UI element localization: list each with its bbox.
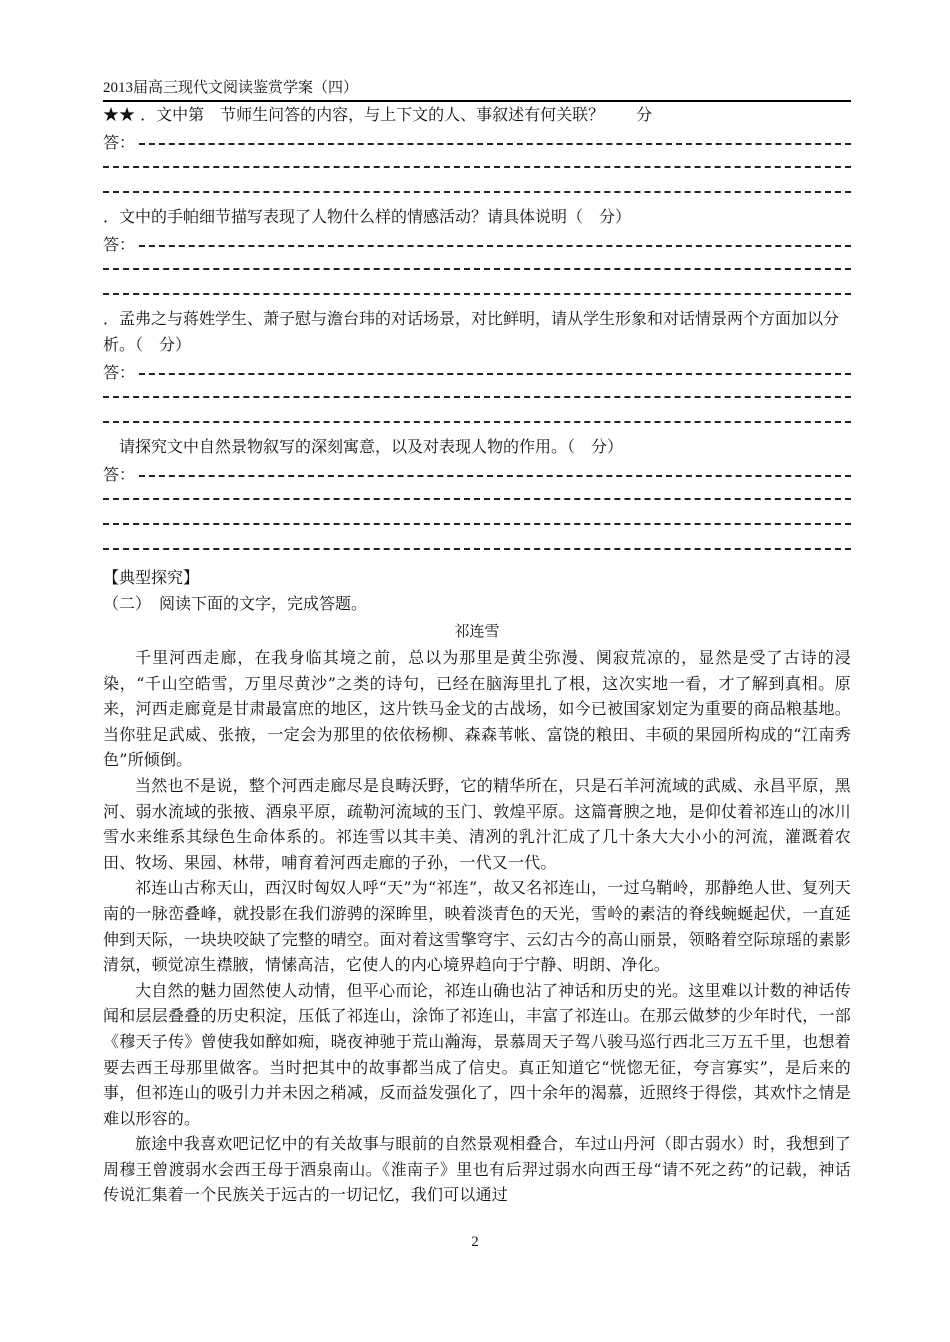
answer-line-row	[103, 536, 851, 561]
question-4: 请探究文中自然景物叙写的深刻寓意，以及对表现人物的作用。（ 分）	[103, 437, 624, 456]
answer-line	[103, 523, 851, 525]
answer-row-1	[103, 128, 851, 154]
article-paragraph-5: 旅途中我喜欢吧记忆中的有关故事与眼前的自然景观相叠合，车过山丹河（即古弱水）时，我想到了周穆王曾渡弱水会西王母于酒泉南山。《淮南子》里也有后羿过弱水向西王母“请不死之药”的记载，神话传说汇集着一个民族关于远古的一切记忆，我们可以通过	[103, 1134, 851, 1205]
answer-line-row	[103, 179, 851, 204]
section-instruction: （二） 阅读下面的文字，完成答题。	[103, 594, 368, 613]
answer-row-3	[103, 358, 851, 384]
section-heading: 【典型探究】	[103, 568, 200, 587]
question-2: ．文中的手帕细节描写表现了人物什么样的情感活动？请具体说明（ 分）	[103, 207, 632, 226]
answer-label: 答：	[103, 464, 136, 484]
answer-line-row	[103, 384, 851, 409]
question-1: ★★ ．文中第 节师生问答的内容，与上下文的人、事叙述有何关联？ 分	[103, 105, 653, 124]
answer-label: 答：	[103, 362, 136, 382]
page-number: 2	[471, 1234, 479, 1250]
answer-line	[103, 548, 851, 550]
answer-line-row	[103, 486, 851, 511]
answer-line	[139, 475, 851, 477]
answer-line	[103, 166, 851, 168]
answer-line	[103, 421, 851, 423]
answer-line-row	[103, 409, 851, 434]
answer-line	[103, 396, 851, 398]
article-paragraph-3: 祁连山古称天山，西汉时匈奴人呼“天”为“祁连”，故又名祁连山，一过乌鞘岭，那静绝人世、复列天南的一脉峦叠峰，就投影在我们游骋的深眸里，映着淡青色的天光，雪岭的素洁的脊线蜿蜒起伏，一直延伸到天际，一块块咬缺了完整的晴空。面对着这雪擎穹宇、云幻古今的高山丽景，领略着空际琼瑶的素影清氛，顿觉凉生襟腋，情愫高洁，它使人的内心境界趋向于宁静、明朗、净化。	[103, 878, 851, 975]
answer-line-row	[103, 256, 851, 281]
answer-line	[103, 268, 851, 270]
answer-line	[103, 191, 851, 193]
answer-line-row	[103, 154, 851, 179]
answer-line-row	[103, 511, 851, 536]
answer-line	[139, 143, 851, 145]
document-page	[103, 76, 851, 1208]
answer-row-2	[103, 230, 851, 256]
question-3: ．孟弗之与蒋姓学生、萧子慰与澹台玮的对话场景，对比鲜明，请从学生形象和对话情景两个方面加以分析。（ 分）	[103, 309, 840, 354]
article-paragraph-4: 大自然的魅力固然使人动情，但平心而论，祁连山确也沾了神话和历史的光。这里难以计数的神话传闻和层层叠叠的历史积淀，压低了祁连山，涂饰了祁连山，丰富了祁连山。在那云做梦的少年时代，一部《穆天子传》曾使我如醉如痴，晓夜神驰于荒山瀚海，景慕周天子驾八骏马巡行西北三万五千里，也想着要去西王母那里做客。当时把其中的故事都当成了信史。真正知道它“恍惚无征，夸言寡实”，是后来的事，但祁连山的吸引力并未因之稍减，反而益发强化了，四十余年的渴慕，近照终于得偿，其欢忭之情是难以形容的。	[103, 980, 851, 1128]
answer-row-4	[103, 460, 851, 486]
answer-line	[139, 245, 851, 247]
article-title: 祁连雪	[454, 622, 500, 640]
answer-label: 答：	[103, 132, 136, 152]
answer-line	[103, 498, 851, 500]
page-header: 2013届高三现代文阅读鉴赏学案（四）	[103, 76, 851, 102]
article-paragraph-2: 当然也不是说，整个河西走廊尽是良畴沃野，它的精华所在，只是石羊河流域的武威、永昌平原，黑河、弱水流域的张掖、酒泉平原，疏勒河流域的玉门、敦煌平原。这篇膏腴之地，是仰仗着祁连山的冰川雪水来维系其绿色生命体系的。祁连雪以其丰美、清冽的乳汁汇成了几十条大大小小的河流，灌溉着农田、牧场、果园、林带，哺育着河西走廊的子孙，一代又一代。	[103, 775, 851, 872]
answer-line	[139, 373, 851, 375]
answer-line-row	[103, 281, 851, 306]
answer-label: 答：	[103, 234, 136, 254]
article-paragraph-1: 千里河西走廊，在我身临其境之前，总以为那里是黄尘弥漫、阒寂荒凉的，显然是受了古诗的浸染，“千山空皓雪，万里尽黄沙”之类的诗句，已经在脑海里扎了根，这次实地一看，才了解到真相。原来，河西走廊竟是甘肃最富庶的地区，这片铁马金戈的古战场，如今已被国家划定为重要的商品粮基地。当你驻足武威、张掖，一定会为那里的依依杨柳、森森苇帐、富饶的粮田、丰硕的果园所构成的“江南秀色”所倾倒。	[103, 648, 851, 770]
answer-line	[103, 293, 851, 295]
